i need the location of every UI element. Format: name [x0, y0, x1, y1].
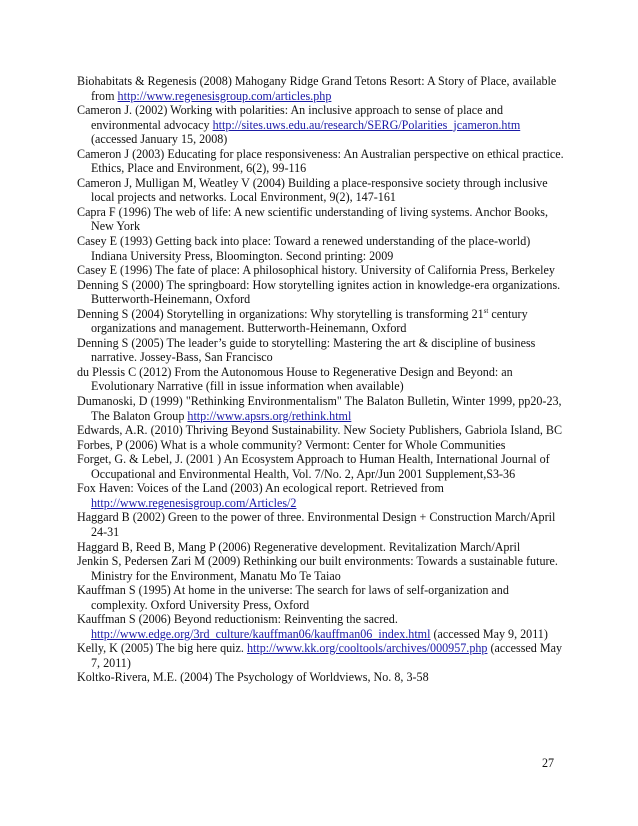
- reference-text: Kauffman S (1995) At home in the universe: The search for laws of self-organization and complexity. Oxford University Press, Oxford: [77, 583, 509, 612]
- reference-text: Jenkin S, Pedersen Zari M (2009) Rethinking our built environments: Towards a sustainable future. Ministry for the Environment, Manatu Mo Te Taiao: [77, 554, 558, 583]
- page-number: 27: [542, 756, 555, 770]
- reference-text: Forget, G. & Lebel, J. (2001 ) An Ecosystem Approach to Human Health, International Journal of Occupational and Environmental Health, Vol. 7/No. 2, Apr/Jun 2001 Supplement,S3-36: [77, 452, 550, 481]
- reference-entry: [77, 438, 565, 453]
- reference-entry: [77, 641, 565, 670]
- reference-text: Denning S (2005) The leader’s guide to storytelling: Mastering the art & discipline of business narrative. Jossey-Bass, San Francisco: [77, 335, 536, 365]
- reference-text: Fox Haven: Voices of the Land (2003) An ecological report. Retrieved from: [77, 481, 444, 496]
- reference-entry: [77, 365, 565, 394]
- reference-link[interactable]: http://www.edge.org/3rd_culture/kauffman06/kauffman06_index.html: [91, 626, 431, 641]
- reference-entry: [77, 205, 565, 234]
- reference-text: du Plessis C (2012) From the Autonomous House to Regenerative Design and Beyond: an Evolutionary Narrative (fill in issue information when available): [77, 364, 513, 394]
- reference-entry: [77, 74, 565, 103]
- reference-link[interactable]: http://www.regenesisgroup.com/articles.php: [117, 88, 332, 103]
- reference-text: Denning S (2000) The springboard: How storytelling ignites action in knowledge-era organizations. Butterworth-Heinemann, Oxford: [77, 277, 561, 307]
- reference-text: Haggard B (2002) Green to the power of three. Environmental Design + Construction March/April 24-31: [77, 510, 556, 539]
- reference-text-suffix: (accessed May 7, 2011): [91, 641, 563, 670]
- reference-text: Haggard B, Reed B, Mang P (2006) Regenerative development. Revitalization March/April: [77, 539, 521, 554]
- reference-text: Kelly, K (2005) The big here quiz.: [77, 641, 247, 656]
- reference-entry: [77, 336, 565, 365]
- reference-entry: [77, 394, 565, 423]
- superscript-ordinal: st: [483, 306, 489, 315]
- reference-entry: [77, 612, 565, 641]
- reference-entry: [77, 307, 565, 336]
- reference-entry: [77, 278, 565, 307]
- reference-entry: [77, 583, 565, 612]
- reference-link[interactable]: http://www.kk.org/cooltools/archives/000957.php: [246, 641, 488, 656]
- reference-text: Denning S (2004) Storytelling in organizations: Why storytelling is transforming 21: [77, 306, 484, 321]
- reference-text: Cameron J, Mulligan M, Weatley V (2004) Building a place-responsive society through inclusive local projects and networks. Local Environment, 9(2), 147-161: [77, 175, 548, 205]
- reference-text: Forbes, P (2006) What is a whole community? Vermont: Center for Whole Communities: [77, 437, 506, 452]
- reference-text: Cameron J (2003) Educating for place responsiveness: An Australian perspective on ethical practice. Ethics, Place and Environment, 6(2), 99-116: [77, 146, 564, 176]
- reference-text: Capra F (1996) The web of life: A new scientific understanding of living systems. Anchor Books, New York: [77, 204, 549, 234]
- reference-entry: [77, 103, 565, 147]
- reference-entry: [77, 670, 565, 685]
- reference-entry: [77, 452, 565, 481]
- reference-entry: [77, 510, 565, 539]
- reference-entry: [77, 540, 565, 555]
- reference-entry: [77, 554, 565, 583]
- reference-entry: [77, 176, 565, 205]
- reference-entry: [77, 423, 565, 438]
- reference-list: [77, 74, 565, 685]
- reference-text: Casey E (1996) The fate of place: A philosophical history. University of California Press, Berkeley: [77, 263, 555, 278]
- reference-entry: [77, 481, 565, 510]
- reference-text: Cameron J. (2002) Working with polarities: An inclusive approach to sense of place and environmental advocacy: [77, 103, 504, 132]
- reference-text: Koltko-Rivera, M.E. (2004) The Psychology of Worldviews, No. 8, 3-58: [77, 670, 429, 685]
- reference-entry: [77, 234, 565, 263]
- reference-text: Dumanoski, D (1999) "Rethinking Environmentalism" The Balaton Bulletin, Winter 1999, pp20-23, The Balaton Group: [77, 394, 562, 423]
- reference-text-suffix: (accessed January 15, 2008): [91, 132, 228, 147]
- reference-text-suffix: century organizations and management. Butterworth-Heinemann, Oxford: [91, 306, 528, 336]
- reference-link[interactable]: http://sites.uws.edu.au/research/SERG/Polarities_jcameron.htm: [212, 117, 521, 132]
- reference-text: Edwards, A.R. (2010) Thriving Beyond Sustainability. New Society Publishers, Gabriola Island, BC: [77, 423, 563, 438]
- reference-link[interactable]: http://www.apsrs.org/rethink.html: [187, 408, 352, 423]
- reference-text-suffix: (accessed May 9, 2011): [430, 626, 548, 641]
- reference-text: Casey E (1993) Getting back into place: Toward a renewed understanding of the place-world) Indiana University Press, Bloomington. Second printing: 2009: [77, 234, 531, 263]
- reference-text: Kauffman S (2006) Beyond reductionism: Reinventing the sacred.: [77, 612, 398, 627]
- reference-entry: [77, 263, 565, 278]
- reference-link[interactable]: http://www.regenesisgroup.com/Articles/2: [91, 495, 297, 510]
- reference-entry: [77, 147, 565, 176]
- reference-text: Biohabitats & Regenesis (2008) Mahogany Ridge Grand Tetons Resort: A Story of Place, available from: [77, 74, 557, 103]
